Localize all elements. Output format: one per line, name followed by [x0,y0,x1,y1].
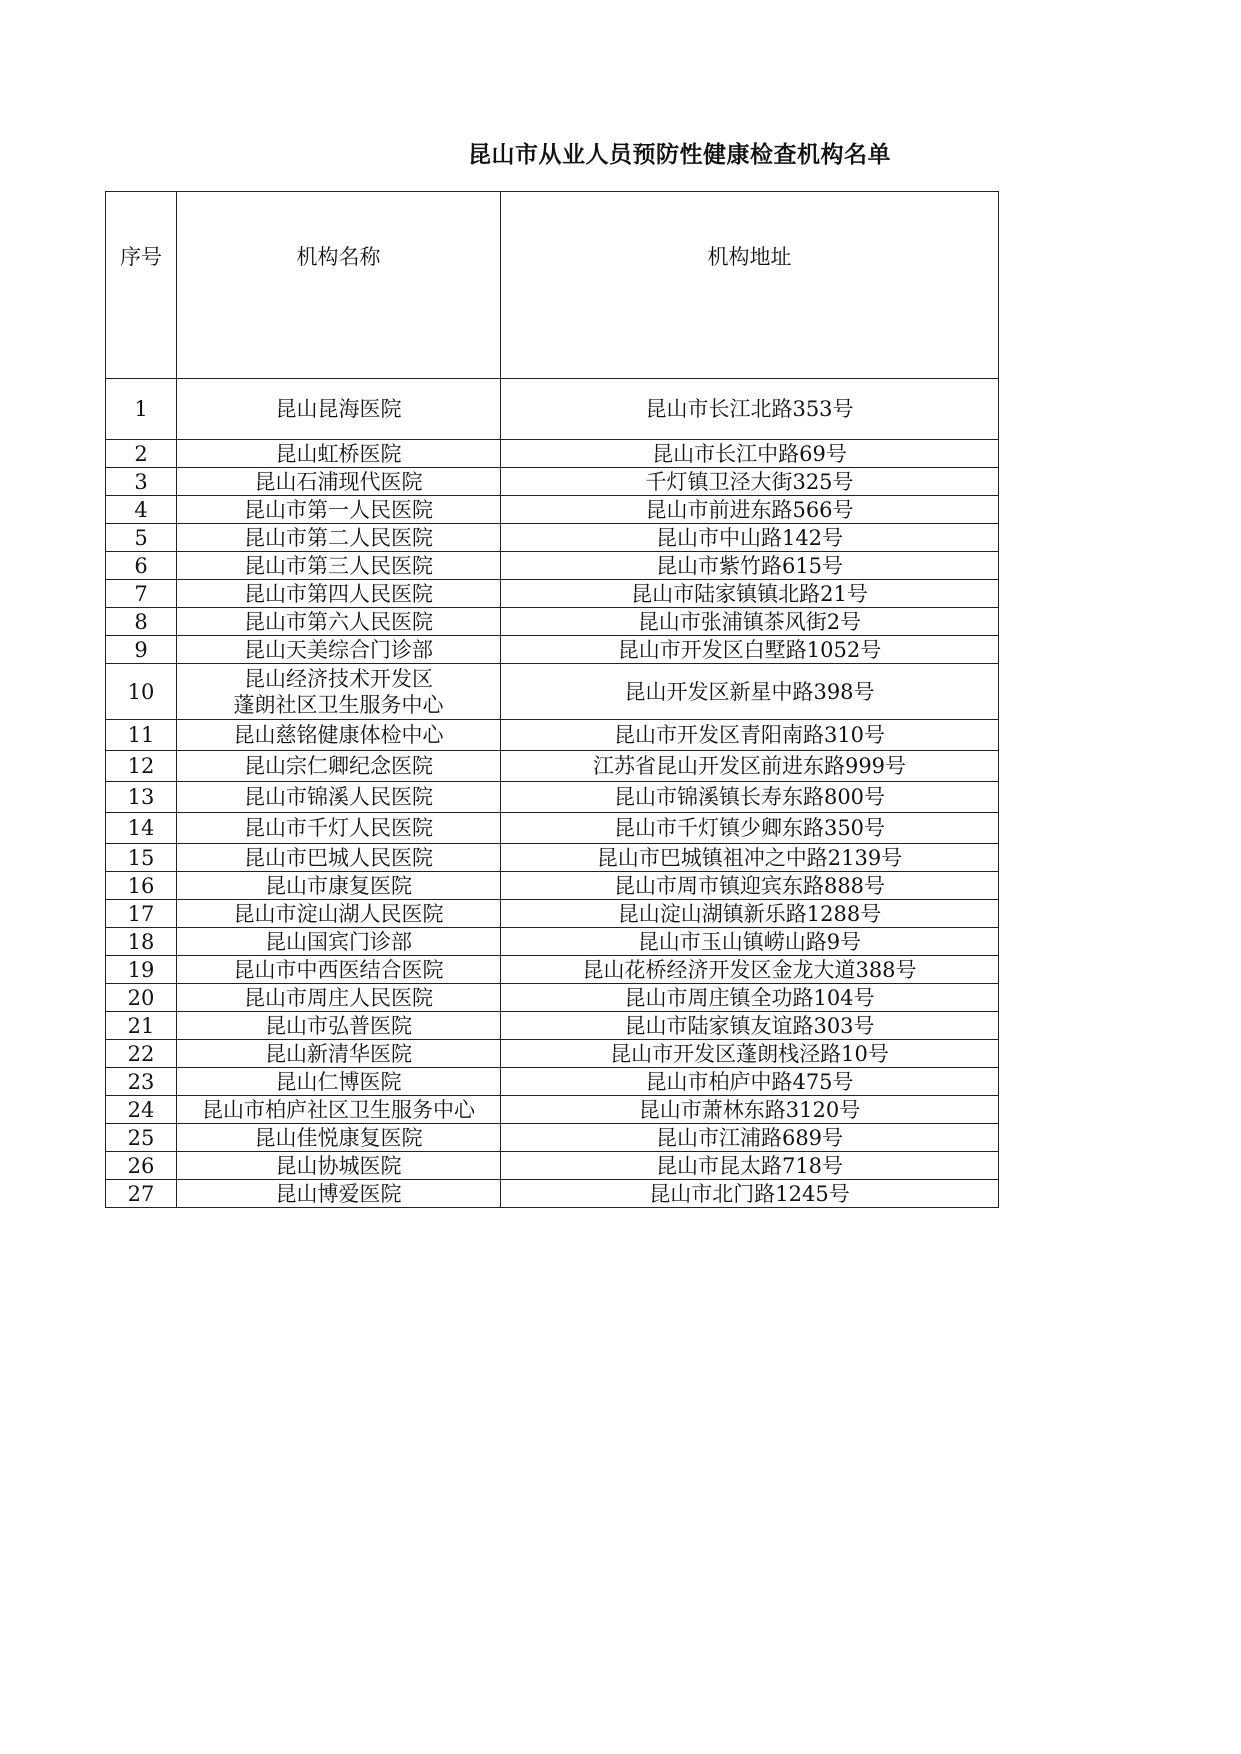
table-row [106,664,999,720]
table-row [106,440,999,468]
institution-address: 昆山市长江中路69号 [501,440,999,468]
row-number: 5 [106,524,177,552]
row-number: 8 [106,608,177,636]
institution-name: 昆山市第二人民医院 [177,524,501,552]
table-row [106,379,999,440]
institution-address: 昆山市江浦路689号 [501,1124,999,1152]
table-row [106,844,999,872]
institution-name: 昆山市柏庐社区卫生服务中心 [177,1096,501,1124]
institution-address: 昆山市长江北路353号 [501,379,999,440]
institution-name: 昆山天美综合门诊部 [177,636,501,664]
institution-name: 昆山博爱医院 [177,1180,501,1208]
table-row [106,956,999,984]
row-number: 6 [106,552,177,580]
row-number: 17 [106,900,177,928]
table-row [106,782,999,813]
table-row [106,928,999,956]
institution-name: 昆山石浦现代医院 [177,468,501,496]
row-number: 13 [106,782,177,813]
table-row [106,1152,999,1180]
institution-address: 昆山淀山湖镇新乐路1288号 [501,900,999,928]
institution-name: 昆山新清华医院 [177,1040,501,1068]
institution-address: 昆山市柏庐中路475号 [501,1068,999,1096]
row-number: 1 [106,379,177,440]
header-institution-name: 机构名称 [177,192,501,379]
table-row [106,524,999,552]
institution-address: 昆山开发区新星中路398号 [501,664,999,720]
table-row [106,636,999,664]
institution-name: 昆山市第六人民医院 [177,608,501,636]
row-number: 2 [106,440,177,468]
institution-address: 昆山市开发区蓬朗栈泾路10号 [501,1040,999,1068]
row-number: 18 [106,928,177,956]
institution-address: 千灯镇卫泾大街325号 [501,468,999,496]
institution-name: 昆山虹桥医院 [177,440,501,468]
table-row [106,1068,999,1096]
row-number: 14 [106,813,177,844]
institution-address: 昆山市陆家镇镇北路21号 [501,580,999,608]
table-row [106,552,999,580]
institution-address: 昆山市开发区白墅路1052号 [501,636,999,664]
institution-table [105,191,999,1208]
row-number: 7 [106,580,177,608]
row-number: 4 [106,496,177,524]
row-number: 20 [106,984,177,1012]
table-row [106,813,999,844]
table-row [106,496,999,524]
row-number: 27 [106,1180,177,1208]
institution-address: 昆山市中山路142号 [501,524,999,552]
row-number: 21 [106,1012,177,1040]
institution-name-line-2: 蓬朗社区卫生服务中心 [233,692,444,717]
institution-address: 昆山市紫竹路615号 [501,552,999,580]
institution-name-line-1: 昆山经济技术开发区 [244,666,433,691]
table-row [106,580,999,608]
institution-address: 昆山市北门路1245号 [501,1180,999,1208]
institution-name: 昆山宗仁卿纪念医院 [177,751,501,782]
institution-address: 昆山市前进东路566号 [501,496,999,524]
institution-name: 昆山昆海医院 [177,379,501,440]
row-number: 26 [106,1152,177,1180]
row-number: 11 [106,720,177,751]
row-number: 10 [106,664,177,720]
institution-name: 昆山市第三人民医院 [177,552,501,580]
institution-name: 昆山佳悦康复医院 [177,1124,501,1152]
row-number: 9 [106,636,177,664]
institution-address: 昆山市巴城镇祖冲之中路2139号 [501,844,999,872]
institution-name: 昆山国宾门诊部 [177,928,501,956]
row-number: 3 [106,468,177,496]
institution-name: 昆山慈铭健康体检中心 [177,720,501,751]
table-row [106,1124,999,1152]
row-number: 19 [106,956,177,984]
institution-address: 昆山市周庄镇全功路104号 [501,984,999,1012]
table-row [106,900,999,928]
row-number: 16 [106,872,177,900]
table-row [106,1012,999,1040]
table-row [106,468,999,496]
header-serial-number: 序号 [106,192,177,379]
institution-name: 昆山市锦溪人民医院 [177,782,501,813]
header-institution-address: 机构地址 [501,192,999,379]
table-header-row [106,192,999,379]
institution-address: 昆山市千灯镇少卿东路350号 [501,813,999,844]
table-row [106,1096,999,1124]
row-number: 23 [106,1068,177,1096]
table-row [106,984,999,1012]
institution-name: 昆山市周庄人民医院 [177,984,501,1012]
document-title: 昆山市从业人员预防性健康检查机构名单 [468,142,891,168]
institution-address: 昆山市陆家镇友谊路303号 [501,1012,999,1040]
institution-address: 昆山市萧林东路3120号 [501,1096,999,1124]
institution-name: 昆山市巴城人民医院 [177,844,501,872]
table-row [106,1040,999,1068]
institution-name: 昆山市弘普医院 [177,1012,501,1040]
row-number: 12 [106,751,177,782]
institution-name: 昆山仁博医院 [177,1068,501,1096]
row-number: 25 [106,1124,177,1152]
institution-address: 昆山市锦溪镇长寿东路800号 [501,782,999,813]
institution-name: 昆山市千灯人民医院 [177,813,501,844]
institution-address: 昆山市开发区青阳南路310号 [501,720,999,751]
institution-name: 昆山市中西医结合医院 [177,956,501,984]
institution-address: 昆山市张浦镇茶风街2号 [501,608,999,636]
table-row [106,608,999,636]
institution-name [177,664,501,720]
row-number: 15 [106,844,177,872]
institution-address: 江苏省昆山开发区前进东路999号 [501,751,999,782]
institution-address: 昆山市玉山镇崂山路9号 [501,928,999,956]
row-number: 24 [106,1096,177,1124]
table-row [106,872,999,900]
institution-address: 昆山花桥经济开发区金龙大道388号 [501,956,999,984]
institution-name: 昆山市淀山湖人民医院 [177,900,501,928]
table-row [106,751,999,782]
institution-name: 昆山协城医院 [177,1152,501,1180]
table-row [106,720,999,751]
institution-address: 昆山市昆太路718号 [501,1152,999,1180]
row-number: 22 [106,1040,177,1068]
table-row [106,1180,999,1208]
institution-name: 昆山市第一人民医院 [177,496,501,524]
institution-address: 昆山市周市镇迎宾东路888号 [501,872,999,900]
institution-name: 昆山市第四人民医院 [177,580,501,608]
institution-name: 昆山市康复医院 [177,872,501,900]
